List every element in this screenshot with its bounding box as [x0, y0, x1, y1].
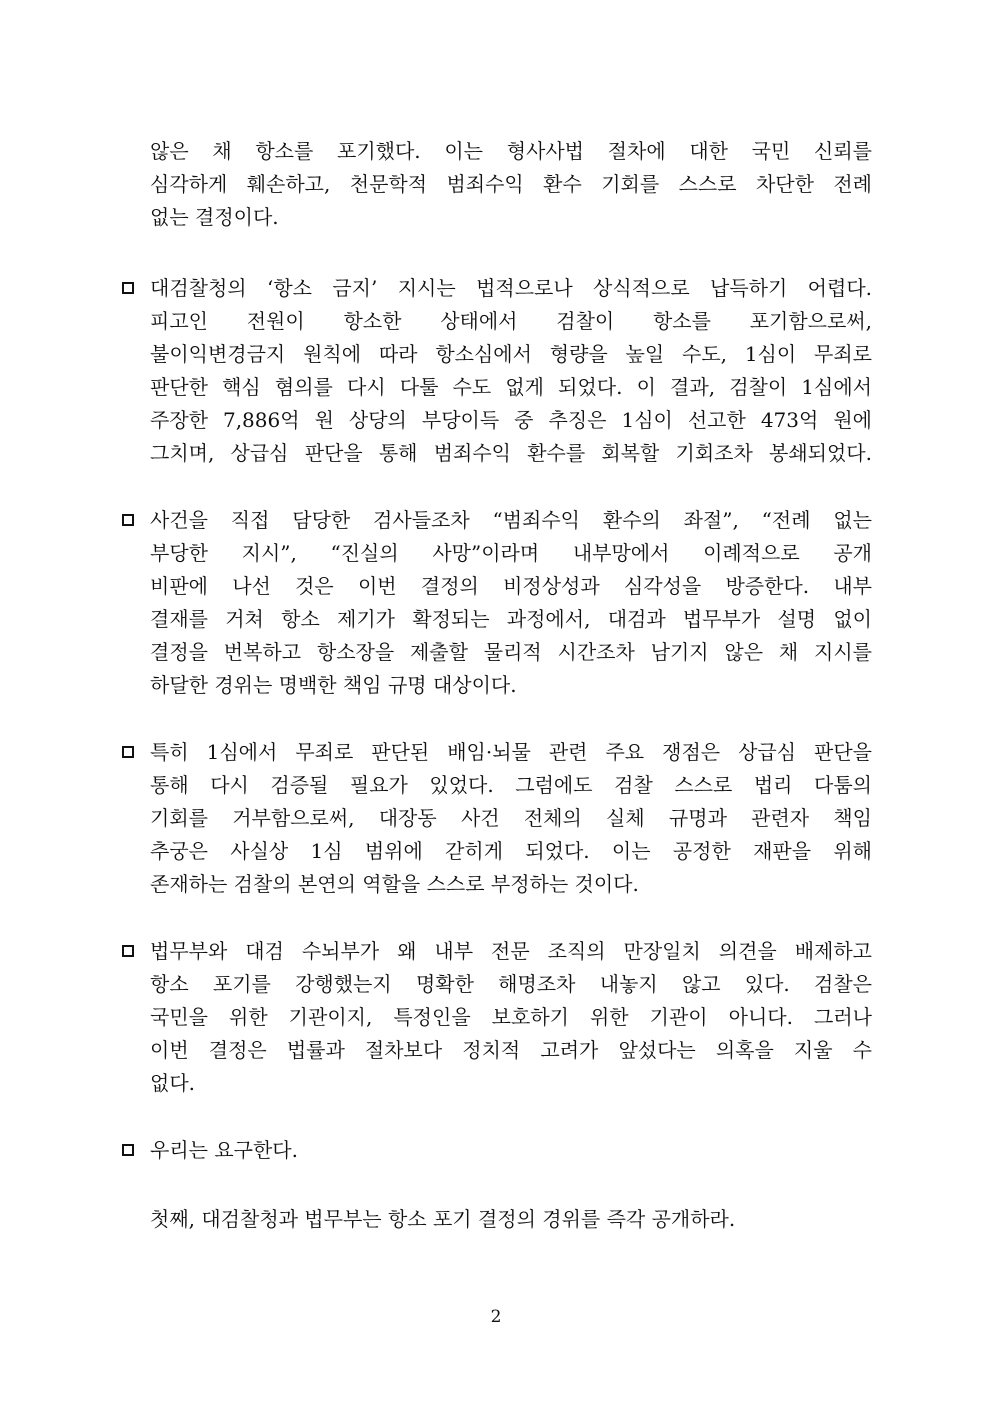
- checkbox-bullet-icon: [122, 514, 134, 526]
- paragraph-line: 대검찰청의 ‘항소 금지’ 지시는 법적으로나 상식적으로 납득하기 어렵다.: [150, 276, 872, 300]
- checkbox-bullet-icon: [122, 1144, 134, 1156]
- paragraph-line: 통해 다시 검증될 필요가 있었다. 그럼에도 검찰 스스로 법리 다툼의: [150, 773, 872, 797]
- paragraph-line: 심각하게 훼손하고, 천문학적 범죄수익 환수 기회를 스스로 차단한 전례: [150, 172, 872, 196]
- paragraph-line: 불이익변경금지 원칙에 따라 항소심에서 형량을 높일 수도, 1심이 무죄로: [150, 342, 872, 366]
- paragraph-line: 피고인 전원이 항소한 상태에서 검찰이 항소를 포기함으로써,: [150, 309, 872, 333]
- paragraph-line: 판단한 핵심 혐의를 다시 다툴 수도 없게 되었다. 이 결과, 검찰이 1심에서: [150, 375, 872, 399]
- paragraph-line: 부당한 지시”, “진실의 사망”이라며 내부망에서 이례적으로 공개: [150, 541, 872, 565]
- paragraph-line: 기회를 거부함으로써, 대장동 사건 전체의 실체 규명과 관련자 책임: [150, 806, 872, 830]
- paragraph-line: 항소 포기를 강행했는지 명확한 해명조차 내놓지 않고 있다. 검찰은: [150, 972, 872, 996]
- paragraph-line: 특히 1심에서 무죄로 판단된 배임·뇌물 관련 주요 쟁점은 상급심 판단을: [150, 740, 872, 764]
- paragraph-line: 그치며, 상급심 판단을 통해 범죄수익 환수를 회복할 기회조차 봉쇄되었다.: [150, 441, 872, 465]
- paragraph-line: 우리는 요구한다.: [150, 1138, 298, 1162]
- checkbox-bullet-icon: [122, 282, 134, 294]
- paragraph-line: 첫째, 대검찰청과 법무부는 항소 포기 결정의 경위를 즉각 공개하라.: [150, 1207, 736, 1231]
- paragraph-line: 추궁은 사실상 1심 범위에 갇히게 되었다. 이는 공정한 재판을 위해: [150, 839, 872, 863]
- checkbox-bullet-icon: [122, 746, 134, 758]
- paragraph-line: 이번 결정은 법률과 절차보다 정치적 고려가 앞섰다는 의혹을 지울 수: [150, 1038, 872, 1062]
- paragraph-line: 없다.: [150, 1071, 195, 1095]
- paragraph-line: 국민을 위한 기관이지, 특정인을 보호하기 위한 기관이 아니다. 그러나: [150, 1005, 872, 1029]
- paragraph-line: 않은 채 항소를 포기했다. 이는 형사사법 절차에 대한 국민 신뢰를: [150, 139, 872, 163]
- paragraph-line: 결재를 거쳐 항소 제기가 확정되는 과정에서, 대검과 법무부가 설명 없이: [150, 607, 872, 631]
- paragraph-line: 법무부와 대검 수뇌부가 왜 내부 전문 조직의 만장일치 의견을 배제하고: [150, 939, 872, 963]
- checkbox-bullet-icon: [122, 945, 134, 957]
- paragraph-line: 주장한 7,886억 원 상당의 부당이득 중 추징은 1심이 선고한 473억 원에: [150, 408, 872, 432]
- paragraph-line: 하달한 경위는 명백한 책임 규명 대상이다.: [150, 673, 517, 697]
- paragraph-line: 없는 결정이다.: [150, 205, 279, 229]
- paragraph-line: 비판에 나선 것은 이번 결정의 비정상성과 심각성을 방증한다. 내부: [150, 574, 872, 598]
- page-number: 2: [490, 1307, 502, 1327]
- paragraph-line: 결정을 번복하고 항소장을 제출할 물리적 시간조차 남기지 않은 채 지시를: [150, 640, 872, 664]
- paragraph-line: 사건을 직접 담당한 검사들조차 “범죄수익 환수의 좌절”, “전례 없는: [150, 508, 872, 532]
- paragraph-line: 존재하는 검찰의 본연의 역할을 스스로 부정하는 것이다.: [150, 872, 639, 896]
